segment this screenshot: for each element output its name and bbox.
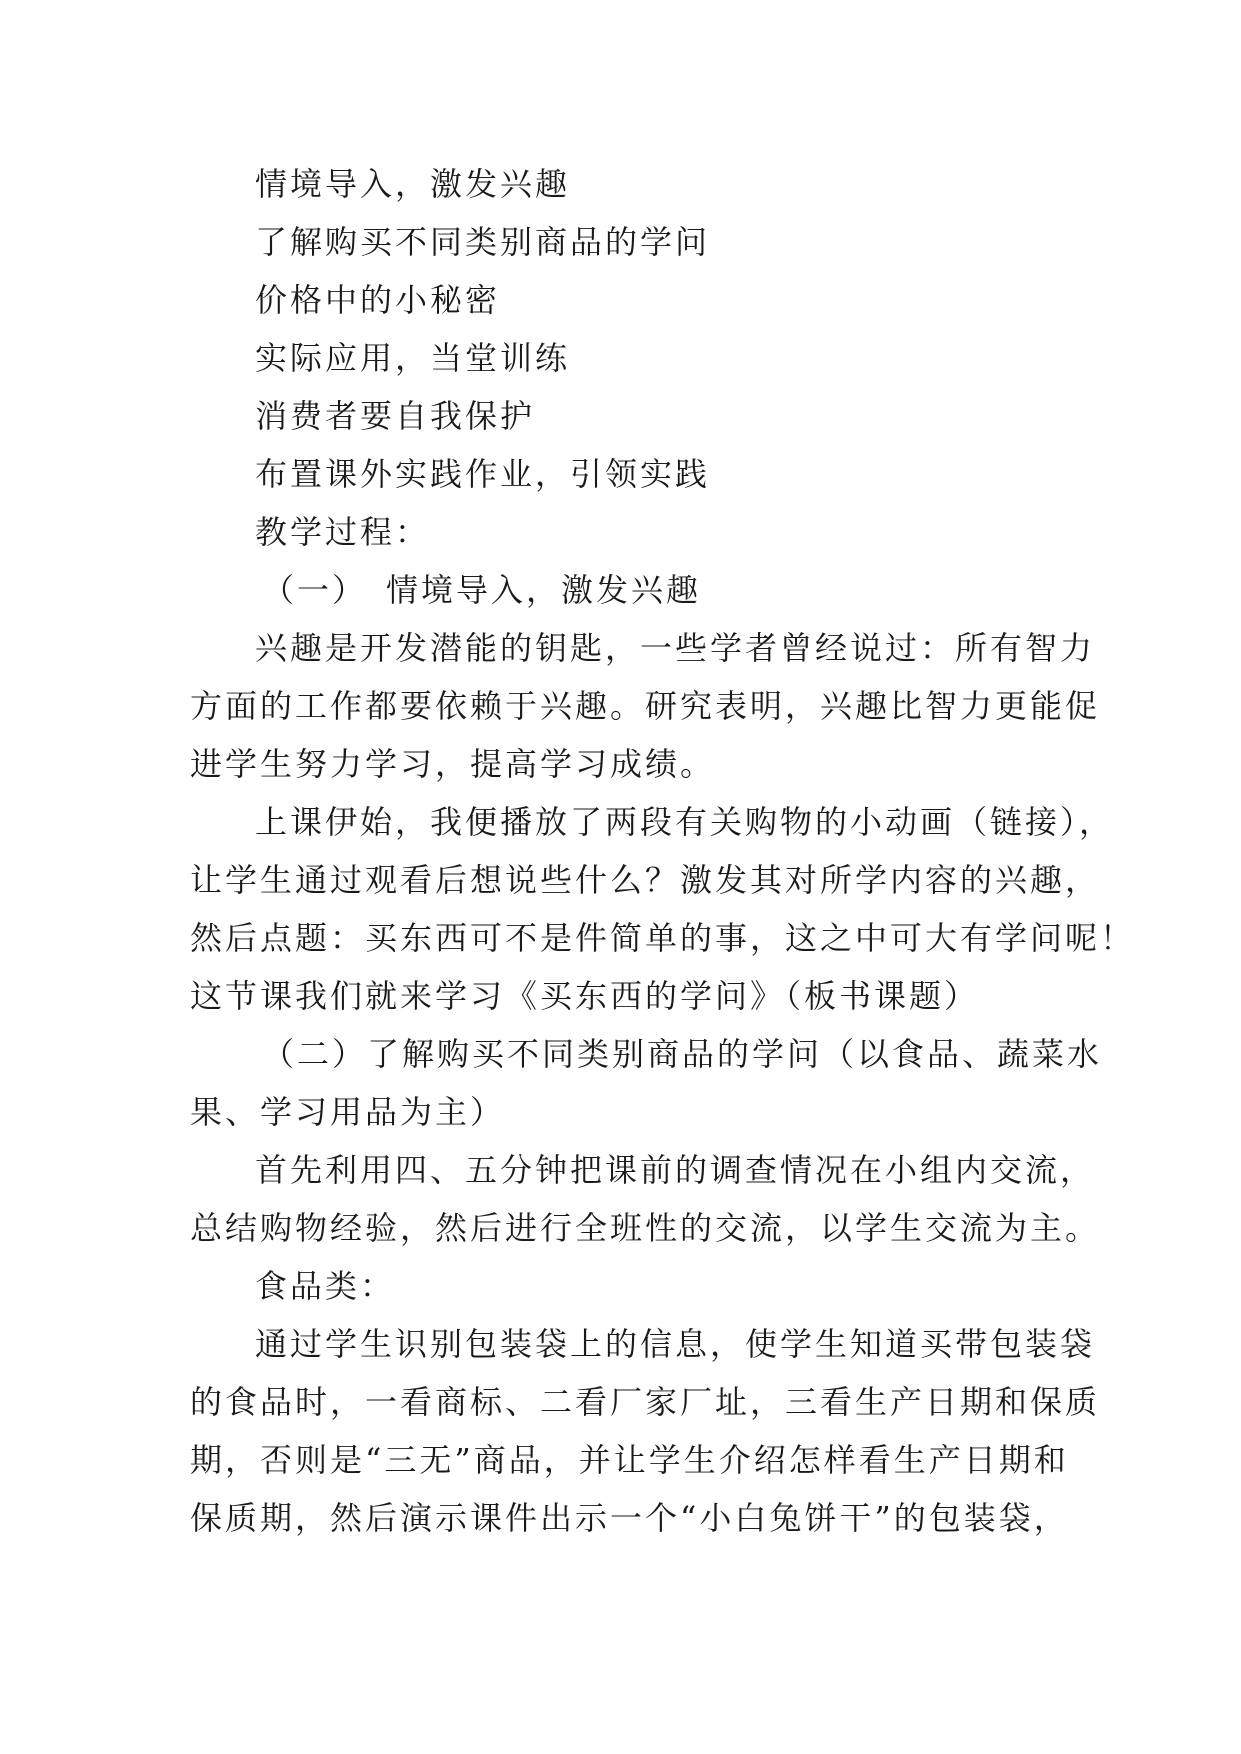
paragraph-line: 方面的工作都要依赖于兴趣。研究表明，兴趣比智力更能促 xyxy=(190,687,1101,725)
paragraph-line: 通过学生识别包装袋上的信息，使学生知道买带包装袋 xyxy=(255,1325,1096,1363)
outline-item-5: 消费者要自我保护 xyxy=(255,397,536,435)
subsection-heading-1: （一） 情境导入，激发兴趣 xyxy=(262,571,702,609)
paragraph-line: 兴趣是开发潜能的钥匙，一些学者曾经说过：所有智力 xyxy=(255,629,1096,667)
paragraph-line: 让学生通过观看后想说些什么？激发其对所学内容的兴趣， xyxy=(190,861,1101,899)
outline-item-1: 情境导入，激发兴趣 xyxy=(255,165,571,203)
paragraph-line: 这节课我们就来学习《买东西的学问》（板书课题） xyxy=(190,977,980,1015)
subsection-heading-2-cont: 果、学习用品为主） xyxy=(190,1093,506,1131)
paragraph-line: 保质期，然后演示课件出示一个“小白兔饼干”的包装袋， xyxy=(190,1499,1069,1537)
subsection-heading-2: （二）了解购买不同类别商品的学问（以食品、蔬菜水 xyxy=(262,1035,1103,1073)
paragraph-line: 首先利用四、五分钟把课前的调查情况在小组内交流， xyxy=(255,1151,1096,1189)
outline-item-6: 布置课外实践作业，引领实践 xyxy=(255,455,711,493)
category-label: 食品类： xyxy=(255,1267,396,1305)
outline-item-4: 实际应用，当堂训练 xyxy=(255,339,571,377)
paragraph-line: 上课伊始，我便播放了两段有关购物的小动画（链接）， xyxy=(255,803,1115,841)
paragraph-line: 进学生努力学习，提高学习成绩。 xyxy=(190,745,716,783)
outline-item-3: 价格中的小秘密 xyxy=(255,281,501,319)
paragraph-line: 期，否则是“三无”商品，并让学生介绍怎样看生产日期和 xyxy=(190,1441,1069,1479)
paragraph-line: 总结购物经验，然后进行全班性的交流，以学生交流为主。 xyxy=(190,1209,1101,1247)
section-heading: 教学过程： xyxy=(255,513,431,551)
paragraph-line: 然后点题：买东西可不是件简单的事，这之中可大有学问呢！ xyxy=(190,919,1136,957)
paragraph-line: 的食品时，一看商标、二看厂家厂址，三看生产日期和保质 xyxy=(190,1383,1101,1421)
outline-item-2: 了解购买不同类别商品的学问 xyxy=(255,223,711,261)
